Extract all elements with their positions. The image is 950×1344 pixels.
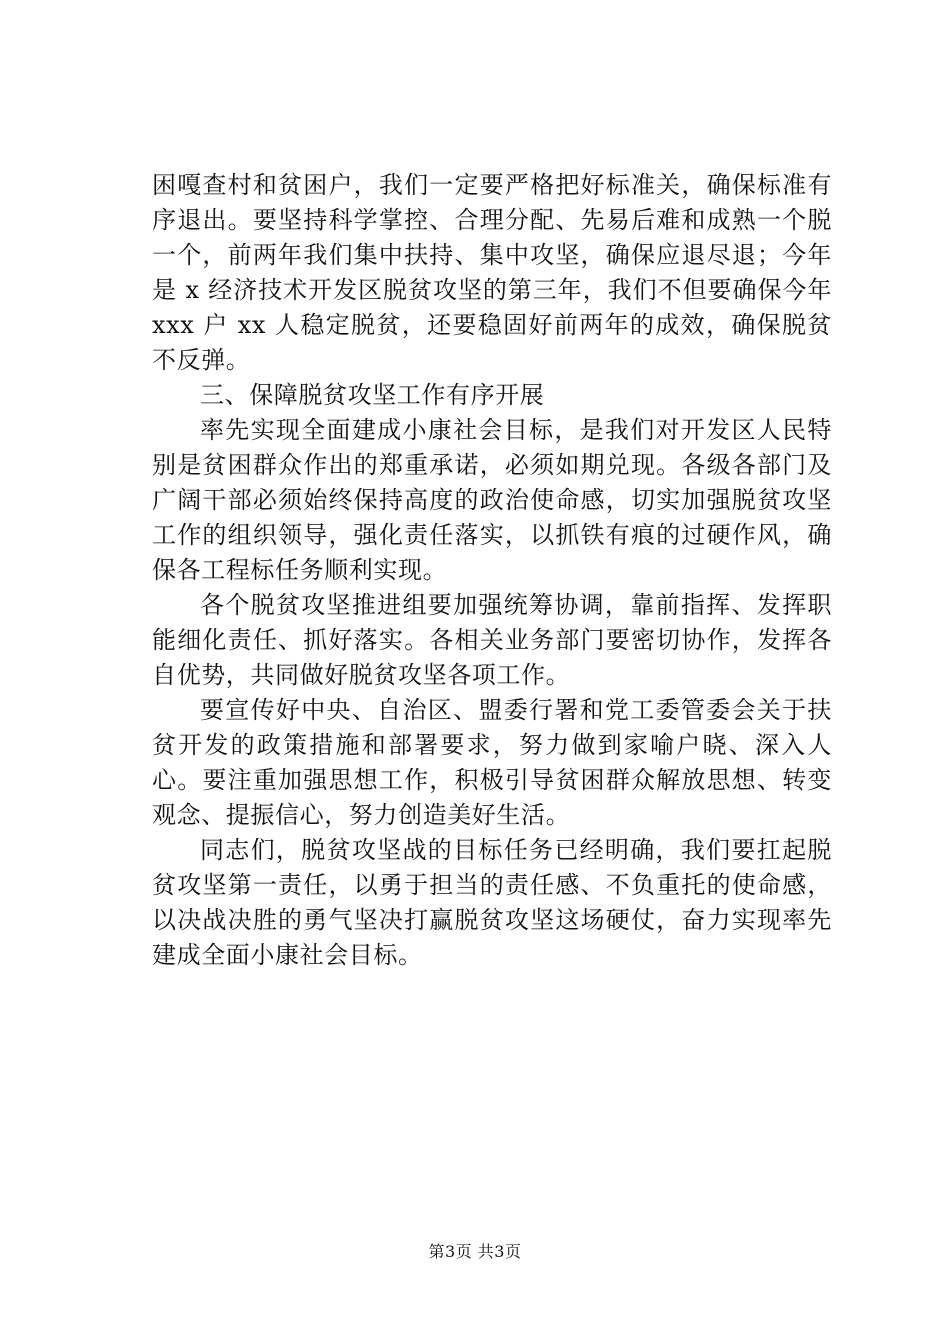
body-text	[152, 168, 832, 973]
section-heading: 三、保障脱贫攻坚工作有序开展	[200, 381, 545, 409]
paragraph: 各个脱贫攻坚推进组要加强统筹协调，靠前指挥、发挥职能细化责任、抓好落实。各相关业务部门要密切协作，发挥各自优势，共同做好脱贫攻坚各项工作。	[152, 591, 832, 689]
paragraph-continuation: 困嘎查村和贫困户，我们一定要严格把好标准关，确保标准有序退出。要坚持科学掌控、合理分配、先易后难和成熟一个脱一个，前两年我们集中扶持、集中攻坚，确保应退尽退；今年是 x 经济技术开发区脱贫攻坚的第三年，我们不但要确保今年 xxx 户 xx 人稳定脱贫，还要稳固好前两年的成效，确保脱贫不反弹。	[152, 171, 832, 374]
paragraph: 率先实现全面建成小康社会目标，是我们对开发区人民特别是贫困群众作出的郑重承诺，必须如期兑现。各级各部门及广阔干部必须始终保持高度的政治使命感，切实加强脱贫攻坚工作的组织领导，强化责任落实，以抓铁有痕的过硬作风，确保各工程标任务顺利实现。	[152, 416, 832, 584]
paragraph-closing: 同志们，脱贫攻坚战的目标任务已经明确，我们要扛起脱贫攻坚第一责任，以勇于担当的责任感、不负重托的使命感，以决战决胜的勇气坚决打赢脱贫攻坚这场硬仗，奋力实现率先建成全面小康社会目标。	[152, 836, 832, 969]
paragraph: 要宣传好中央、自治区、盟委行署和党工委管委会关于扶贫开发的政策措施和部署要求，努力做到家喻户晓、深入人心。要注重加强思想工作，积极引导贫困群众解放思想、转变观念、提振信心，努力创造美好生活。	[152, 696, 832, 829]
page-number-footer: 第3页 共3页	[428, 1242, 522, 1261]
